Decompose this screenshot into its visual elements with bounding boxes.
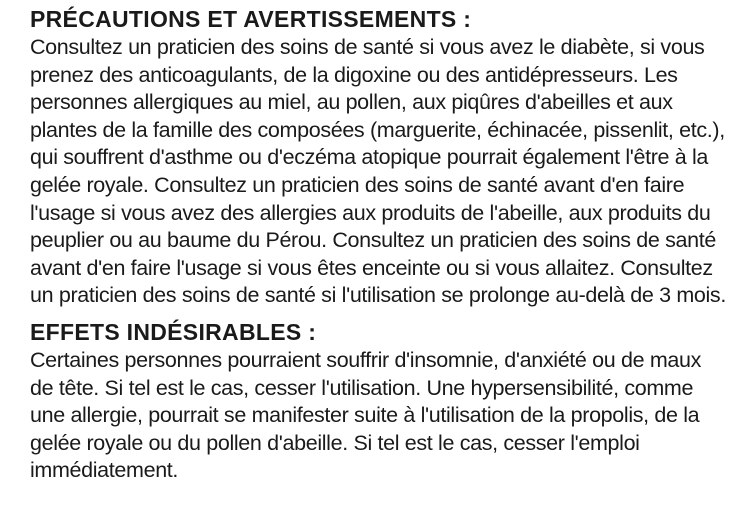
precautions-section — [30, 4, 736, 310]
text-line: avant d'en faire l'usage si vous êtes enceinte ou si vous allaitez. Consultez — [30, 255, 713, 280]
text-line: l'usage si vous avez des allergies aux produits de l'abeille, aux produits du — [30, 200, 711, 225]
side-effects-text — [30, 347, 736, 485]
precautions-text — [30, 34, 736, 310]
text-line: plantes de la famille des composées (marguerite, échinacée, pissenlit, etc.), — [30, 117, 725, 142]
text-line: une allergie, pourrait se manifester suite à l'utilisation de la propolis, de la — [30, 403, 700, 428]
text-line: Certaines personnes pourraient souffrir d'insomnie, d'anxiété ou de maux — [30, 347, 702, 372]
text-line: prenez des anticoagulants, de la digoxine ou des antidépresseurs. Les — [30, 62, 678, 87]
text-line: qui souffrent d'asthme ou d'eczéma atopique pourrait également l'être à la — [30, 145, 709, 170]
text-line: Consultez un praticien des soins de santé si vous avez le diabète, si vous — [30, 35, 705, 59]
text-line: gelée royale ou du pollen d'abeille. Si tel est le cas, cesser l'emploi — [30, 430, 640, 455]
text-line: un praticien des soins de santé si l'utilisation se prolonge au-delà de 3 mois. — [30, 283, 726, 308]
precautions-heading: PRÉCAUTIONS ET AVERTISSEMENTS : — [30, 6, 472, 32]
text-line: personnes allergiques au miel, au pollen, aux piqûres d'abeilles et aux — [30, 90, 673, 115]
document-body — [30, 4, 736, 485]
side-effects-heading: EFFETS INDÉSIRABLES : — [30, 318, 317, 345]
text-line: immédiatement. — [30, 458, 179, 483]
text-line: de tête. Si tel est le cas, cesser l'utilisation. Une hypersensibilité, comme — [30, 375, 694, 400]
side-effects-section — [30, 317, 736, 485]
text-line: gelée royale. Consultez un praticien des soins de santé avant d'en faire — [30, 172, 685, 197]
text-line: peuplier ou au baume du Pérou. Consultez un praticien des soins de santé — [30, 228, 716, 253]
